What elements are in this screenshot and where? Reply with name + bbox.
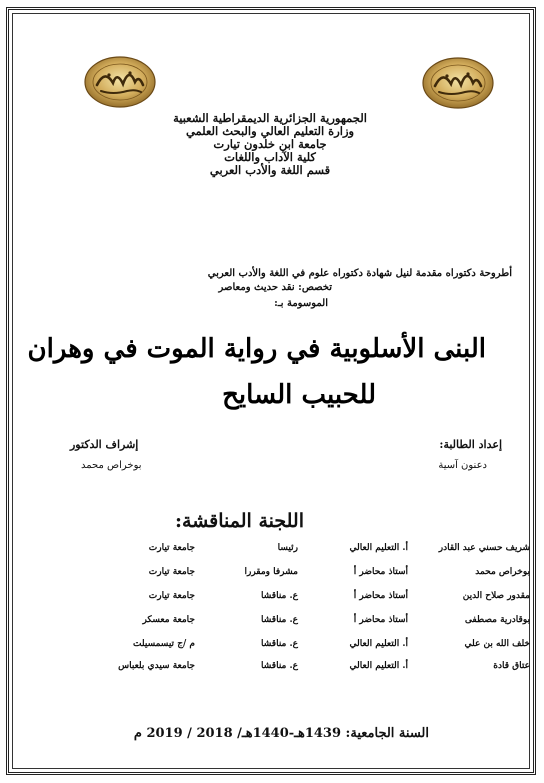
member-rank: أستاذ محاضر أ bbox=[353, 615, 408, 625]
member-university: جامعة معسكر bbox=[142, 615, 195, 625]
member-university: جامعة تيارت bbox=[148, 567, 195, 577]
member-name: شريف حسني عبد القادر bbox=[438, 543, 530, 553]
member-rank: أ. التعليم العالي bbox=[349, 543, 408, 553]
supervisor-label: إشراف الدكتور bbox=[70, 438, 139, 451]
committee-row bbox=[40, 639, 530, 657]
ministry-name: وزارة التعليم العالي والبحث العلمي bbox=[185, 124, 355, 138]
student-label: إعداد الطالبة: bbox=[439, 438, 502, 451]
committee-row bbox=[40, 615, 530, 633]
member-name: بوقادرية مصطفى bbox=[464, 615, 530, 625]
committee-row bbox=[40, 543, 530, 561]
university-logo-right bbox=[421, 56, 495, 110]
member-rank: أستاذ محاضر أ bbox=[353, 591, 408, 601]
member-university: جامعة سيدي بلعباس bbox=[118, 661, 195, 671]
member-role: رئيسا bbox=[277, 543, 298, 553]
committee-table bbox=[40, 543, 530, 673]
member-name: بوخراص محمد bbox=[475, 567, 530, 577]
member-rank: أ. التعليم العالي bbox=[349, 639, 408, 649]
member-role: ع. مناقشا bbox=[261, 591, 298, 601]
member-university: جامعة تيارت bbox=[148, 543, 195, 553]
committee-row bbox=[40, 661, 530, 679]
member-university: م /ج تيسمسيلت bbox=[133, 639, 195, 649]
thesis-title-line-1: البنى الأسلوبية في رواية الموت في وهران bbox=[27, 334, 486, 364]
thesis-title-line-2: للحبيب السايح bbox=[222, 380, 376, 410]
ibn-khaldoun-seal-left bbox=[83, 55, 157, 109]
department-name: قسم اللغة والأدب العربي bbox=[209, 163, 331, 177]
degree-line: أطروحة دكتوراه مقدمة لنيل شهادة دكتوراه علوم في اللغة والأدب العربي bbox=[207, 268, 512, 279]
ibn-khaldoun-seal-right bbox=[421, 56, 495, 110]
member-rank: أستاذ محاضر أ bbox=[353, 567, 408, 577]
specialty-line: تخصص: نقد حديث ومعاصر bbox=[218, 282, 332, 293]
titled-label: الموسومة بـ: bbox=[274, 298, 328, 309]
republic-name: الجمهورية الجزائرية الديمقراطية الشعبية bbox=[173, 111, 367, 125]
member-name: خلف الله بن علي bbox=[464, 639, 530, 649]
committee-row bbox=[40, 591, 530, 609]
supervisor-name: بوخراص محمد bbox=[81, 460, 142, 471]
student-name: دعنون آسية bbox=[438, 460, 487, 471]
faculty-name: كلية الآداب واللغات bbox=[224, 150, 316, 164]
member-rank: أ. التعليم العالي bbox=[349, 661, 408, 671]
committee-title: اللجنة المناقشة: bbox=[175, 510, 304, 532]
academic-year: السنة الجامعية: 1439هـ-1440هـ/ 2018 / 2019 م bbox=[133, 726, 429, 741]
university-name: جامعة ابن خلدون تيارت bbox=[213, 137, 327, 151]
member-name: مقدور صلاح الدين bbox=[462, 591, 530, 601]
member-role: ع. مناقشا bbox=[261, 639, 298, 649]
member-role: ع. مناقشا bbox=[261, 615, 298, 625]
member-name: عتاق قادة bbox=[493, 661, 530, 671]
member-role: مشرفا ومقررا bbox=[244, 567, 298, 577]
committee-row bbox=[40, 567, 530, 585]
university-logo-left bbox=[83, 55, 157, 109]
member-role: ع. مناقشا bbox=[261, 661, 298, 671]
member-university: جامعة تيارت bbox=[148, 591, 195, 601]
